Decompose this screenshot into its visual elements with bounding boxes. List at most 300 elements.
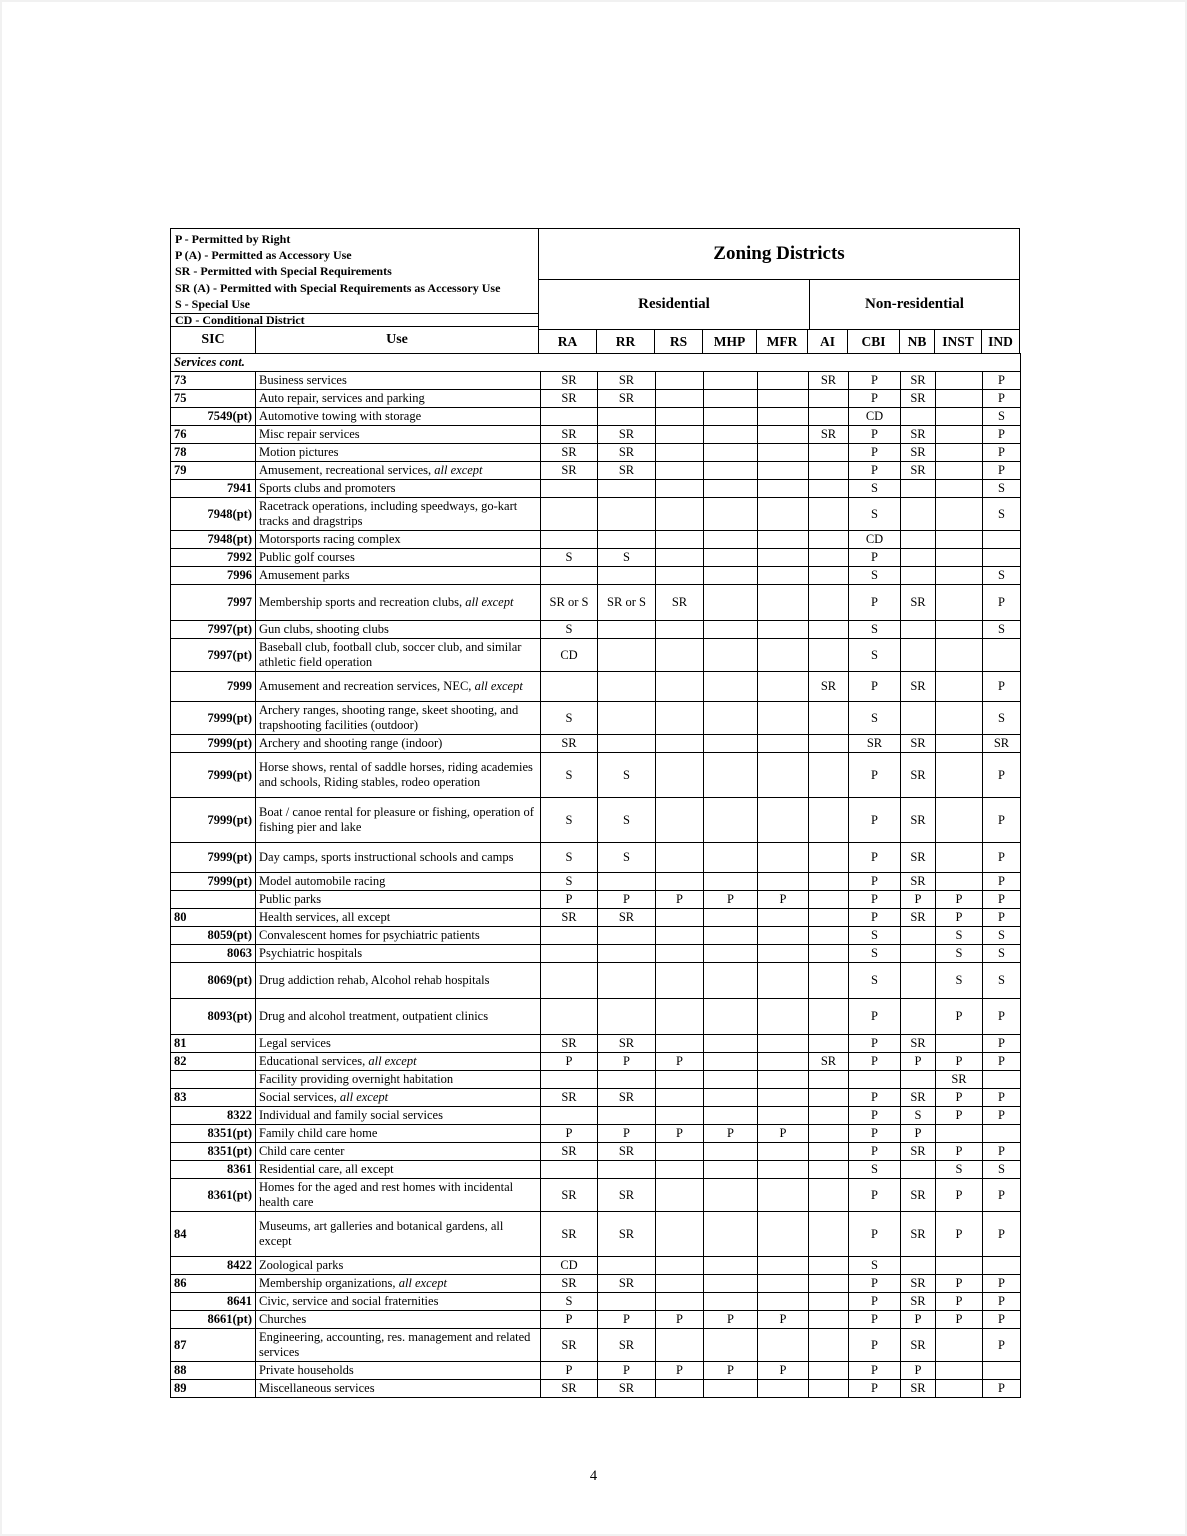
sic-code-cell: 7999(pt) (171, 702, 256, 735)
table-header (170, 228, 1020, 353)
permission-cell-rs (656, 909, 704, 927)
district-header-mhp: MHP (702, 330, 756, 353)
permission-cell-ra: S (541, 798, 598, 843)
sic-code-cell: 86 (171, 1275, 256, 1293)
use-description-cell: Child care center (256, 1143, 541, 1161)
permission-cell-mfr (758, 1035, 809, 1053)
sic-code-cell: 89 (171, 1380, 256, 1398)
permission-cell-ai (809, 639, 849, 672)
permission-cell-mhp (704, 945, 758, 963)
permission-cell-rs: P (656, 1362, 704, 1380)
permission-cell-mfr (758, 1380, 809, 1398)
table-row (171, 1179, 1021, 1212)
permission-cell-inst: S (936, 945, 983, 963)
permission-cell-ind (983, 531, 1021, 549)
permission-cell-mhp (704, 549, 758, 567)
permission-cell-ind: P (983, 909, 1021, 927)
permission-cell-mfr (758, 426, 809, 444)
permission-cell-rr (598, 1293, 656, 1311)
permission-cell-ind: P (983, 891, 1021, 909)
permission-cell-mhp (704, 753, 758, 798)
permission-cell-ai (809, 462, 849, 480)
use-description-cell: Drug and alcohol treatment, outpatient clinics (256, 999, 541, 1035)
permission-cell-ra (541, 1161, 598, 1179)
permission-cell-ai (809, 390, 849, 408)
permission-cell-nb (901, 621, 936, 639)
permission-cell-nb: SR (901, 1179, 936, 1212)
permission-cell-inst (936, 567, 983, 585)
permission-cell-mhp (704, 735, 758, 753)
permission-cell-mhp (704, 585, 758, 621)
permission-cell-mhp (704, 1380, 758, 1398)
permission-cell-nb: P (901, 1311, 936, 1329)
permission-cell-rr: SR (598, 390, 656, 408)
permission-cell-nb: SR (901, 1329, 936, 1362)
permission-cell-inst (936, 798, 983, 843)
permission-cell-ai (809, 1362, 849, 1380)
permission-cell-cbi: S (849, 963, 901, 999)
permission-cell-mfr (758, 480, 809, 498)
permission-cell-mfr (758, 999, 809, 1035)
use-description-cell: Motion pictures (256, 444, 541, 462)
permission-cell-nb (901, 927, 936, 945)
sic-use-header-row (171, 327, 538, 353)
sic-code-cell: 7992 (171, 549, 256, 567)
permission-cell-inst (936, 672, 983, 702)
zoning-table-body (171, 354, 1021, 1398)
permission-cell-mfr (758, 1293, 809, 1311)
permission-cell-nb: SR (901, 1275, 936, 1293)
permission-cell-inst: SR (936, 1071, 983, 1089)
use-description-cell: Public parks (256, 891, 541, 909)
table-row (171, 1329, 1021, 1362)
permission-cell-mhp (704, 531, 758, 549)
permission-cell-nb: SR (901, 585, 936, 621)
permission-cell-mhp (704, 1107, 758, 1125)
use-description-cell: Civic, service and social fraternities (256, 1293, 541, 1311)
permission-cell-ra: SR (541, 372, 598, 390)
permission-cell-mfr (758, 1275, 809, 1293)
permission-cell-ra: SR (541, 426, 598, 444)
permission-cell-ind: P (983, 1212, 1021, 1257)
permission-cell-ind: P (983, 1107, 1021, 1125)
permission-cell-mfr (758, 408, 809, 426)
permission-cell-rr: P (598, 1125, 656, 1143)
permission-cell-ra: S (541, 753, 598, 798)
table-row (171, 567, 1021, 585)
sic-code-cell: 7999(pt) (171, 753, 256, 798)
permission-cell-rs: P (656, 1053, 704, 1071)
permission-cell-rs (656, 798, 704, 843)
permission-cell-ra (541, 408, 598, 426)
use-description-cell: Model automobile racing (256, 873, 541, 891)
sic-code-cell: 7999(pt) (171, 798, 256, 843)
table-row (171, 891, 1021, 909)
permission-cell-ai (809, 1143, 849, 1161)
permission-cell-ra: S (541, 621, 598, 639)
permission-cell-ra: CD (541, 1257, 598, 1275)
use-description-cell: Archery ranges, shooting range, skeet shooting, and trapshooting facilities (outdoor) (256, 702, 541, 735)
permission-cell-mhp (704, 567, 758, 585)
permission-cell-rs (656, 1107, 704, 1125)
permission-cell-nb: SR (901, 426, 936, 444)
table-row (171, 585, 1021, 621)
permission-cell-ai (809, 945, 849, 963)
permission-cell-nb (901, 567, 936, 585)
permission-cell-mfr (758, 585, 809, 621)
permission-cell-mhp (704, 639, 758, 672)
sic-code-cell: 8351(pt) (171, 1143, 256, 1161)
table-row (171, 1125, 1021, 1143)
use-description-cell: Family child care home (256, 1125, 541, 1143)
permission-cell-nb: P (901, 1362, 936, 1380)
permission-cell-ind: S (983, 621, 1021, 639)
table-row (171, 999, 1021, 1035)
permission-cell-mhp (704, 426, 758, 444)
table-row (171, 1380, 1021, 1398)
permission-cell-nb (901, 1071, 936, 1089)
permission-cell-nb (901, 639, 936, 672)
permission-cell-rr (598, 1257, 656, 1275)
permission-cell-rr: SR (598, 426, 656, 444)
legend-line: P - Permitted by Right (175, 232, 291, 246)
permission-cell-ra: SR (541, 1179, 598, 1212)
permission-cell-rs (656, 462, 704, 480)
permission-cell-nb (901, 549, 936, 567)
permission-cell-nb (901, 480, 936, 498)
sic-code-cell: 8322 (171, 1107, 256, 1125)
permission-cell-rs (656, 408, 704, 426)
permission-cell-mfr (758, 798, 809, 843)
district-groups-row (539, 279, 1019, 329)
districts-header (539, 229, 1019, 353)
permission-cell-mhp (704, 1071, 758, 1089)
permission-cell-ai (809, 1071, 849, 1089)
permission-cell-mhp (704, 963, 758, 999)
sic-code-cell: 7549(pt) (171, 408, 256, 426)
permission-cell-ra: SR (541, 735, 598, 753)
sic-code-cell: 7997(pt) (171, 639, 256, 672)
permission-cell-ra: P (541, 1311, 598, 1329)
table-row (171, 426, 1021, 444)
permission-cell-cbi: S (849, 927, 901, 945)
use-description-cell: Public golf courses (256, 549, 541, 567)
table-row (171, 462, 1021, 480)
permission-cell-rr (598, 408, 656, 426)
permission-cell-rs (656, 390, 704, 408)
permission-cell-ra: S (541, 843, 598, 873)
permission-cell-ind: SR (983, 735, 1021, 753)
permission-cell-rr (598, 1107, 656, 1125)
permission-cell-rs (656, 1329, 704, 1362)
permission-cell-cbi: P (849, 843, 901, 873)
permission-cell-mfr (758, 909, 809, 927)
permission-cell-ind: S (983, 498, 1021, 531)
table-row (171, 672, 1021, 702)
permission-cell-rr (598, 531, 656, 549)
permission-cell-ai (809, 843, 849, 873)
permission-cell-ra (541, 480, 598, 498)
permission-cell-nb: SR (901, 672, 936, 702)
permission-cell-mhp: P (704, 891, 758, 909)
permission-cell-ind: P (983, 672, 1021, 702)
table-row (171, 1035, 1021, 1053)
permission-cell-nb: SR (901, 1212, 936, 1257)
permission-cell-ai (809, 1035, 849, 1053)
permission-cell-nb: P (901, 1125, 936, 1143)
permission-cell-ra: P (541, 891, 598, 909)
permission-cell-cbi: SR (849, 735, 901, 753)
permission-cell-nb (901, 408, 936, 426)
permission-cell-mhp (704, 1275, 758, 1293)
permission-cell-inst (936, 444, 983, 462)
permission-cell-cbi: CD (849, 531, 901, 549)
permission-cell-rr: SR (598, 1329, 656, 1362)
sic-code-cell: 7948(pt) (171, 498, 256, 531)
permission-cell-mhp (704, 672, 758, 702)
permission-cell-rr (598, 963, 656, 999)
permission-cell-inst (936, 531, 983, 549)
use-description-cell: Archery and shooting range (indoor) (256, 735, 541, 753)
sic-code-cell: 7999 (171, 672, 256, 702)
sic-code-cell: 75 (171, 390, 256, 408)
table-row (171, 927, 1021, 945)
use-description-cell: Boat / canoe rental for pleasure or fishing, operation of fishing pier and lake (256, 798, 541, 843)
permission-cell-rr (598, 639, 656, 672)
permission-cell-rs (656, 498, 704, 531)
permission-cell-inst (936, 498, 983, 531)
permission-cell-cbi (849, 1071, 901, 1089)
permission-cell-rr (598, 1161, 656, 1179)
permission-cell-nb: SR (901, 372, 936, 390)
table-row (171, 1257, 1021, 1275)
permission-cell-ra: SR (541, 1212, 598, 1257)
permission-cell-inst: P (936, 1311, 983, 1329)
sic-code-cell: 78 (171, 444, 256, 462)
use-description-cell: Membership sports and recreation clubs, all except (256, 585, 541, 621)
permission-cell-rs (656, 1257, 704, 1275)
table-row (171, 444, 1021, 462)
permission-cell-nb: SR (901, 1143, 936, 1161)
permission-cell-mhp (704, 927, 758, 945)
permission-cell-ind: P (983, 1035, 1021, 1053)
permission-cell-cbi: S (849, 639, 901, 672)
permission-cell-rs (656, 945, 704, 963)
district-header-ai: AI (807, 330, 847, 353)
permission-cell-ra (541, 927, 598, 945)
permission-cell-ai (809, 621, 849, 639)
permission-cell-ind (983, 1362, 1021, 1380)
permission-cell-mhp (704, 873, 758, 891)
permission-cell-inst: P (936, 1107, 983, 1125)
table-row (171, 408, 1021, 426)
permission-cell-inst: P (936, 891, 983, 909)
permission-cell-ra: P (541, 1125, 598, 1143)
permission-cell-mhp (704, 408, 758, 426)
permission-cell-mhp (704, 1089, 758, 1107)
use-description-cell: Sports clubs and promoters (256, 480, 541, 498)
permission-cell-ai: SR (809, 672, 849, 702)
sic-code-cell: 7999(pt) (171, 843, 256, 873)
sic-code-cell: 7999(pt) (171, 873, 256, 891)
permission-cell-inst (936, 1380, 983, 1398)
permission-cell-ra (541, 963, 598, 999)
permission-cell-mfr (758, 1071, 809, 1089)
permission-cell-inst: S (936, 927, 983, 945)
permission-cell-nb (901, 531, 936, 549)
permission-cell-inst (936, 480, 983, 498)
permission-cell-rr: P (598, 1362, 656, 1380)
permission-cell-ind: S (983, 945, 1021, 963)
permission-cell-rs (656, 843, 704, 873)
permission-cell-mhp (704, 1257, 758, 1275)
permission-cell-ai (809, 927, 849, 945)
sic-code-cell: 79 (171, 462, 256, 480)
permission-cell-ind: S (983, 480, 1021, 498)
permission-cell-rs (656, 531, 704, 549)
use-description-cell: Baseball club, football club, soccer club, and similar athletic field operation (256, 639, 541, 672)
permission-cell-rs (656, 753, 704, 798)
permission-cell-rs (656, 672, 704, 702)
sic-code-cell: 8641 (171, 1293, 256, 1311)
permission-cell-ai (809, 798, 849, 843)
permission-cell-inst: P (936, 1212, 983, 1257)
permission-cell-rr (598, 945, 656, 963)
permission-cell-ind: P (983, 753, 1021, 798)
permission-cell-nb (901, 1257, 936, 1275)
table-row (171, 1212, 1021, 1257)
permission-cell-cbi: P (849, 753, 901, 798)
district-header-rs: RS (654, 330, 702, 353)
sic-code-cell: 83 (171, 1089, 256, 1107)
permission-cell-cbi: P (849, 1053, 901, 1071)
permission-cell-cbi: P (849, 798, 901, 843)
permission-cell-mfr: P (758, 1362, 809, 1380)
permission-cell-cbi: P (849, 1380, 901, 1398)
permission-cell-ra (541, 672, 598, 702)
permission-cell-mfr (758, 1161, 809, 1179)
sic-code-cell: 8361(pt) (171, 1179, 256, 1212)
permission-cell-nb: SR (901, 873, 936, 891)
permission-cell-inst (936, 462, 983, 480)
permission-cell-cbi: P (849, 1212, 901, 1257)
permission-cell-ai (809, 1293, 849, 1311)
table-row (171, 390, 1021, 408)
permission-cell-cbi: P (849, 1362, 901, 1380)
permission-cell-inst (936, 1125, 983, 1143)
permission-cell-mfr (758, 1053, 809, 1071)
permission-cell-mhp (704, 999, 758, 1035)
use-description-cell: Membership organizations, all except (256, 1275, 541, 1293)
permission-cell-ind: P (983, 585, 1021, 621)
permission-cell-rs (656, 426, 704, 444)
permission-cell-mhp (704, 372, 758, 390)
district-header-ra: RA (557, 333, 578, 349)
permission-cell-rr (598, 672, 656, 702)
permission-cell-inst (936, 1329, 983, 1362)
permission-cell-rs (656, 1380, 704, 1398)
sic-code-cell: 82 (171, 1053, 256, 1071)
permission-cell-rs (656, 1293, 704, 1311)
permission-cell-ind: S (983, 963, 1021, 999)
use-description-cell: Psychiatric hospitals (256, 945, 541, 963)
permission-cell-ind: P (983, 1275, 1021, 1293)
permission-cell-ind: P (983, 873, 1021, 891)
permission-cell-ra (541, 531, 598, 549)
zoning-use-table (170, 228, 1020, 1398)
permission-cell-inst: P (936, 1179, 983, 1212)
legend-line: SR - Permitted with Special Requirements (175, 264, 392, 279)
permission-cell-nb: SR (901, 462, 936, 480)
permission-cell-ai (809, 1257, 849, 1275)
permission-cell-ra: S (541, 873, 598, 891)
permission-cell-cbi: P (849, 999, 901, 1035)
permission-cell-ra: SR (541, 1380, 598, 1398)
permission-cell-cbi: P (849, 390, 901, 408)
permission-cell-ind: P (983, 444, 1021, 462)
permission-cell-mfr (758, 462, 809, 480)
permission-cell-rs: P (656, 1125, 704, 1143)
permission-cell-rs (656, 1035, 704, 1053)
permission-cell-cbi: P (849, 1179, 901, 1212)
permission-cell-ind: S (983, 1161, 1021, 1179)
permission-cell-rr: S (598, 549, 656, 567)
district-header-inst: INST (934, 330, 981, 353)
sic-code-cell: 76 (171, 426, 256, 444)
permission-cell-ra: CD (541, 639, 598, 672)
permission-cell-cbi: S (849, 480, 901, 498)
use-description-cell: Private households (256, 1362, 541, 1380)
permission-cell-cbi: P (849, 891, 901, 909)
permission-cell-ra (541, 945, 598, 963)
table-row (171, 480, 1021, 498)
permission-cell-nb: P (901, 1053, 936, 1071)
permission-cell-rs (656, 873, 704, 891)
permission-cell-mfr (758, 843, 809, 873)
permission-cell-ind: P (983, 843, 1021, 873)
table-row (171, 909, 1021, 927)
permission-cell-nb: SR (901, 843, 936, 873)
use-description-cell: Facility providing overnight habitation (256, 1071, 541, 1089)
permission-cell-inst (936, 1257, 983, 1275)
sic-code-cell: 84 (171, 1212, 256, 1257)
permission-cell-mhp (704, 798, 758, 843)
use-description-cell: Amusement and recreation services, NEC, all except (256, 672, 541, 702)
permission-cell-mfr (758, 549, 809, 567)
permission-cell-mfr (758, 567, 809, 585)
permission-cell-inst (936, 372, 983, 390)
permission-cell-cbi: P (849, 909, 901, 927)
permission-cell-ind: S (983, 702, 1021, 735)
permission-cell-ai (809, 1329, 849, 1362)
permission-cell-rr: P (598, 891, 656, 909)
permission-cell-nb: SR (901, 1293, 936, 1311)
use-description-cell: Churches (256, 1311, 541, 1329)
district-columns-row (539, 329, 1019, 353)
permission-cell-rs (656, 963, 704, 999)
permission-cell-ai (809, 549, 849, 567)
permission-cell-nb: SR (901, 444, 936, 462)
permission-cell-ai (809, 1311, 849, 1329)
table-row (171, 1161, 1021, 1179)
permission-cell-nb (901, 999, 936, 1035)
permission-cell-mhp (704, 480, 758, 498)
permission-cell-nb: SR (901, 909, 936, 927)
permission-cell-rs (656, 639, 704, 672)
permission-cell-rr (598, 480, 656, 498)
permission-cell-mhp (704, 621, 758, 639)
permission-cell-mfr (758, 927, 809, 945)
